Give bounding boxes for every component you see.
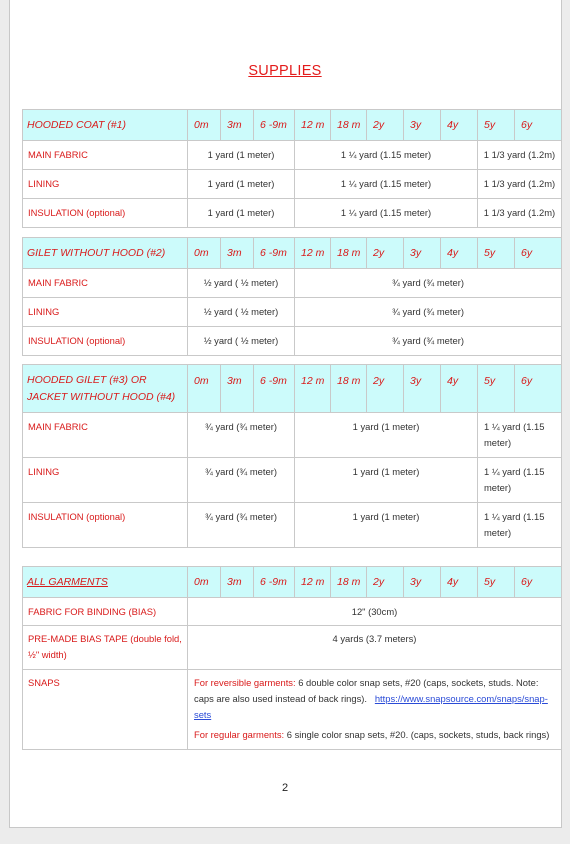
size-header: 0m bbox=[188, 365, 221, 413]
table-heading: HOODED GILET (#3) OR JACKET WITHOUT HOOD (#4) bbox=[23, 365, 188, 413]
amount-cell: 1 yard (1 meter) bbox=[295, 458, 478, 503]
table-header-row bbox=[23, 110, 562, 141]
size-header: 2y bbox=[367, 567, 404, 598]
size-header: 2y bbox=[367, 365, 404, 413]
table-row bbox=[23, 298, 562, 327]
reversible-snaps-note bbox=[194, 675, 555, 723]
size-header: 12 m bbox=[295, 238, 331, 269]
size-header: 4y bbox=[441, 567, 478, 598]
table-row bbox=[23, 626, 562, 670]
amount-cell: ¾ yard (¾ meter) bbox=[295, 298, 562, 327]
size-header: 6 -9m bbox=[254, 365, 295, 413]
amount-cell: ¾ yard (¾ meter) bbox=[188, 503, 295, 548]
amount-cell: ½ yard ( ½ meter) bbox=[188, 269, 295, 298]
reversible-lead: For reversible garments: bbox=[194, 677, 296, 688]
size-header: 12 m bbox=[295, 567, 331, 598]
row-label: INSULATION (optional) bbox=[23, 199, 188, 228]
amount-cell: 1 yard (1 meter) bbox=[188, 141, 295, 170]
row-label: SNAPS bbox=[23, 670, 188, 750]
row-label: LINING bbox=[23, 170, 188, 199]
row-label: MAIN FABRIC bbox=[23, 413, 188, 458]
amount-cell: 1 ¼ yard (1.15 meter) bbox=[478, 458, 562, 503]
amount-cell: ¾ yard (¾ meter) bbox=[295, 269, 562, 298]
size-header: 5y bbox=[478, 365, 515, 413]
table-header-row bbox=[23, 365, 562, 413]
size-header: 3m bbox=[221, 365, 254, 413]
row-label: LINING bbox=[23, 298, 188, 327]
amount-cell: 1 yard (1 meter) bbox=[188, 170, 295, 199]
amount-cell: 1 yard (1 meter) bbox=[295, 503, 478, 548]
row-label: MAIN FABRIC bbox=[23, 269, 188, 298]
table-header-row bbox=[23, 238, 562, 269]
size-header: 12 m bbox=[295, 365, 331, 413]
size-header: 2y bbox=[367, 238, 404, 269]
size-header: 6 -9m bbox=[254, 567, 295, 598]
amount-cell: ½ yard ( ½ meter) bbox=[188, 298, 295, 327]
size-header: 5y bbox=[478, 567, 515, 598]
size-header: 18 m bbox=[331, 110, 367, 141]
row-label: INSULATION (optional) bbox=[23, 503, 188, 548]
size-header: 3y bbox=[404, 365, 441, 413]
snaps-description bbox=[188, 670, 562, 750]
table-row bbox=[23, 670, 562, 750]
size-header: 18 m bbox=[331, 238, 367, 269]
table-row bbox=[23, 413, 562, 458]
table-header-row bbox=[23, 567, 562, 598]
size-header: 6y bbox=[515, 110, 562, 141]
table-row bbox=[23, 199, 562, 228]
table-row bbox=[23, 458, 562, 503]
size-header: 3y bbox=[404, 238, 441, 269]
hooded-coat-table bbox=[22, 109, 562, 228]
page-title: SUPPLIES bbox=[248, 63, 322, 79]
size-header: 0m bbox=[188, 567, 221, 598]
size-header: 18 m bbox=[331, 567, 367, 598]
size-header: 3y bbox=[404, 567, 441, 598]
size-header: 3m bbox=[221, 567, 254, 598]
regular-lead: For regular garments: bbox=[194, 729, 285, 740]
amount-cell: 1 1/3 yard (1.2m) bbox=[478, 141, 562, 170]
size-header: 6y bbox=[515, 365, 562, 413]
size-header: 18 m bbox=[331, 365, 367, 413]
table-heading: HOODED COAT (#1) bbox=[23, 110, 188, 141]
size-header: 6y bbox=[515, 238, 562, 269]
amount-cell: 1 ¼ yard (1.15 meter) bbox=[478, 503, 562, 548]
table-row bbox=[23, 503, 562, 548]
row-label: MAIN FABRIC bbox=[23, 141, 188, 170]
size-header: 3m bbox=[221, 238, 254, 269]
size-header: 6 -9m bbox=[254, 238, 295, 269]
regular-snaps-note bbox=[194, 727, 555, 743]
size-header: 6 -9m bbox=[254, 110, 295, 141]
row-label: PRE-MADE BIAS TAPE (double fold, ½" width) bbox=[23, 626, 188, 670]
size-header: 4y bbox=[441, 365, 478, 413]
row-label: FABRIC FOR BINDING (BIAS) bbox=[23, 598, 188, 626]
table-heading: ALL GARMENTS bbox=[23, 567, 188, 598]
amount-cell: 4 yards (3.7 meters) bbox=[188, 626, 562, 670]
size-header: 0m bbox=[188, 238, 221, 269]
hooded-gilet-jacket-table bbox=[22, 364, 562, 548]
amount-cell: 1 ¼ yard (1.15 meter) bbox=[478, 413, 562, 458]
table-row bbox=[23, 170, 562, 199]
amount-cell: 1 ¼ yard (1.15 meter) bbox=[295, 141, 478, 170]
amount-cell: 12" (30cm) bbox=[188, 598, 562, 626]
reversible-text: 6 double color snap sets, #20 (caps, sockets, studs. Note: caps are also used instead of back rings). bbox=[194, 677, 539, 704]
table-row bbox=[23, 327, 562, 356]
amount-cell: 1 ¼ yard (1.15 meter) bbox=[295, 170, 478, 199]
size-header: 6y bbox=[515, 567, 562, 598]
table-row bbox=[23, 269, 562, 298]
amount-cell: 1 1/3 yard (1.2m) bbox=[478, 170, 562, 199]
page-number: 2 bbox=[281, 782, 289, 794]
size-header: 2y bbox=[367, 110, 404, 141]
size-header: 5y bbox=[478, 110, 515, 141]
amount-cell: 1 ¼ yard (1.15 meter) bbox=[295, 199, 478, 228]
amount-cell: ¾ yard (¾ meter) bbox=[188, 458, 295, 503]
amount-cell: ½ yard ( ½ meter) bbox=[188, 327, 295, 356]
all-garments-table bbox=[22, 566, 562, 750]
table-row bbox=[23, 598, 562, 626]
size-header: 4y bbox=[441, 238, 478, 269]
size-header: 4y bbox=[441, 110, 478, 141]
size-header: 12 m bbox=[295, 110, 331, 141]
size-header: 3m bbox=[221, 110, 254, 141]
size-header: 3y bbox=[404, 110, 441, 141]
amount-cell: ¾ yard (¾ meter) bbox=[188, 413, 295, 458]
amount-cell: 1 yard (1 meter) bbox=[295, 413, 478, 458]
amount-cell: 1 yard (1 meter) bbox=[188, 199, 295, 228]
row-label: INSULATION (optional) bbox=[23, 327, 188, 356]
size-header: 0m bbox=[188, 110, 221, 141]
table-heading: GILET WITHOUT HOOD (#2) bbox=[23, 238, 188, 269]
gilet-without-hood-table bbox=[22, 237, 562, 356]
regular-text: 6 single color snap sets, #20. (caps, sockets, studs, back rings) bbox=[284, 729, 550, 740]
amount-cell: ¾ yard (¾ meter) bbox=[295, 327, 562, 356]
snapsource-link[interactable]: https://www.snapsource.com/snaps/snap-sets bbox=[194, 693, 548, 720]
table-row bbox=[23, 141, 562, 170]
amount-cell: 1 1/3 yard (1.2m) bbox=[478, 199, 562, 228]
size-header: 5y bbox=[478, 238, 515, 269]
row-label: LINING bbox=[23, 458, 188, 503]
